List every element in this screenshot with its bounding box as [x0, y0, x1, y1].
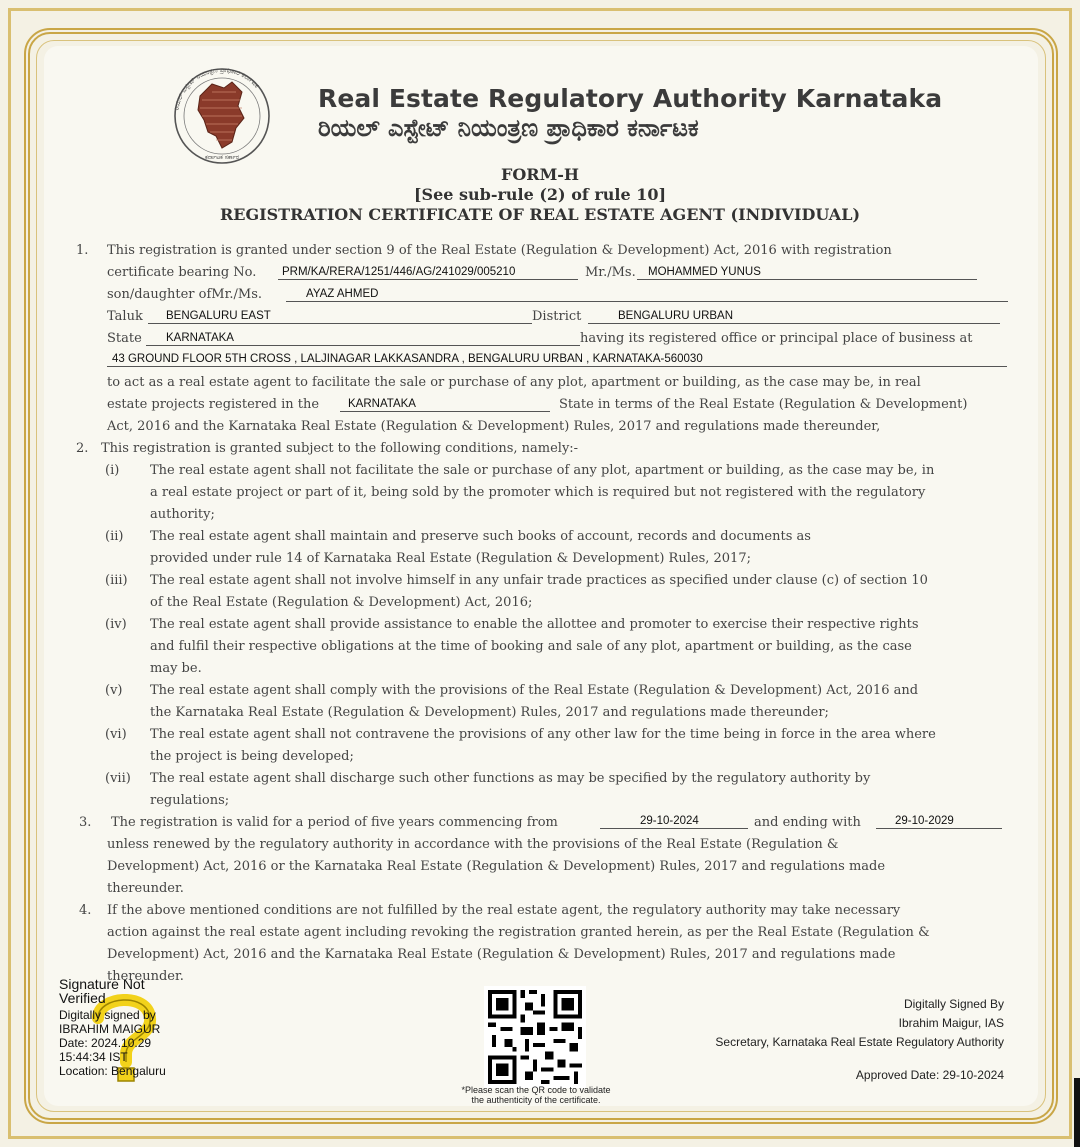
- father-underline: [286, 301, 1008, 302]
- para4-line4: thereunder.: [107, 969, 184, 984]
- agent-name-value: MOHAMMED YUNUS: [648, 266, 761, 278]
- condition-line: authority;: [150, 507, 215, 522]
- district-value: BENGALURU URBAN: [618, 310, 734, 322]
- condition-num: (i): [105, 463, 120, 478]
- end-date-value: 29-10-2029: [895, 815, 954, 827]
- condition-line: a real estate project or part of it, being sold by the promoter which is required but not registered with the regulatory: [150, 485, 926, 500]
- seal-bottom-text: ಕರ್ನಾಟಕ ಸರ್ಕಾರ: [204, 154, 240, 161]
- start-date-value: 29-10-2024: [640, 815, 699, 827]
- qr-validation-note: *Please scan the QR code to validate the authenticity of the certificate.: [461, 1085, 611, 1105]
- digital-signature-block: [59, 977, 189, 1078]
- certificate-title: REGISTRATION CERTIFICATE OF REAL ESTATE AGENT (INDIVIDUAL): [219, 205, 861, 224]
- state-value: KARNATAKA: [166, 332, 234, 344]
- para4-line3: Development) Act, 2016 and the Karnataka Real Estate (Regulation & Development) Rules, 2017 and regulations made: [107, 947, 896, 962]
- para3-line2: unless renewed by the regulatory authority in accordance with the provisions of the Real Estate (Regulation &: [107, 837, 839, 852]
- signature-date: Date: 2024.10.29 15:44:34 IST: [59, 1036, 152, 1064]
- para2-intro: This registration is granted subject to the following conditions, namely:-: [101, 441, 579, 456]
- para3-line4: thereunder.: [107, 881, 184, 896]
- approved-date: Approved Date: 29-10-2024: [855, 1068, 1004, 1082]
- end-date-underline: [876, 828, 1002, 829]
- para1-line1: This registration is granted under section 9 of the Real Estate (Regulation & Development) Act, 2016 with registration: [107, 243, 892, 258]
- name-underline: [637, 279, 977, 280]
- father-name-value: AYAZ AHMED: [306, 288, 379, 300]
- condition-num: (v): [105, 683, 123, 698]
- condition-line: The real estate agent shall not contravene the provisions of any other law for the time being in force in the area where: [150, 727, 936, 742]
- signature-location: Location: Bengaluru: [59, 1064, 166, 1078]
- state-label: State: [107, 331, 142, 346]
- district-label: District: [532, 309, 582, 324]
- condition-line: may be.: [150, 661, 202, 676]
- condition-num: (iii): [105, 573, 128, 588]
- state-underline: [146, 345, 580, 346]
- condition-line: the Karnataka Real Estate (Regulation & Development) Rules, 2017 and regulations made thereunder;: [150, 705, 829, 720]
- condition-line: of the Real Estate (Regulation & Development) Act, 2016;: [150, 595, 533, 610]
- edge-artifact: [1074, 1078, 1080, 1147]
- form-label: FORM-H: [500, 165, 580, 184]
- condition-line: The real estate agent shall not involve himself in any unfair trade practices as specified under clause (c) of section 10: [150, 573, 928, 588]
- condition-line: The real estate agent shall discharge such other functions as may be specified by the regulatory authority by: [150, 771, 871, 786]
- proj-state-underline: [340, 411, 550, 412]
- signed-by: Digitally signed by IBRAHIM MAIGUR: [59, 1008, 161, 1036]
- para1-line-act: to act as a real estate agent to facilitate the sale or purchase of any plot, apartment or building, as the case may be, in real: [107, 375, 921, 390]
- cert-no-value: PRM/KA/RERA/1251/446/AG/241029/005210: [282, 266, 516, 278]
- cert-no-label: certificate bearing No.: [107, 265, 257, 280]
- para3-line3: Development) Act, 2016 or the Karnataka Real Estate (Regulation & Development) Rules, 2017 and regulations made: [107, 859, 886, 874]
- para3-pre: The registration is valid for a period of five years commencing from: [111, 815, 558, 830]
- digitally-signed-label: Digitally Signed By: [903, 997, 1004, 1011]
- org-title-english: Real Estate Regulatory Authority Karnataka: [318, 84, 943, 113]
- para4-line1: If the above mentioned conditions are not fulfilled by the real estate agent, the regulatory authority may take necessary: [107, 903, 901, 918]
- condition-line: The real estate agent shall maintain and preserve such books of account, records and documents as: [150, 529, 811, 544]
- para3-number: 3.: [79, 815, 92, 830]
- taluk-value: BENGALURU EAST: [166, 310, 271, 322]
- taluk-underline: [148, 323, 532, 324]
- signatory-title: Secretary, Karnataka Real Estate Regulatory Authority: [715, 1035, 1004, 1049]
- para1-line-proj2: State in terms of the Real Estate (Regulation & Development): [559, 397, 968, 412]
- address-underline: [107, 366, 1007, 367]
- subrule-label: [See sub-rule (2) of rule 10]: [413, 185, 667, 204]
- para1-line-rules: Act, 2016 and the Karnataka Real Estate (Regulation & Development) Rules, 2017 and regulations made thereunder,: [107, 419, 881, 434]
- rera-karnataka-seal-icon: [152, 66, 292, 166]
- para1-line-proj: estate projects registered in the: [107, 397, 320, 412]
- condition-line: and fulfil their respective obligations at the time of booking and sale of any plot, apartment or building, as the case: [150, 639, 912, 654]
- condition-num: (iv): [105, 617, 127, 632]
- district-underline: [588, 323, 1000, 324]
- office-label: having its registered office or principal place of business at: [580, 331, 973, 346]
- mr-label: Mr./Ms.: [585, 265, 636, 280]
- taluk-label: Taluk: [107, 309, 143, 324]
- para1-number: 1.: [76, 243, 89, 258]
- address-value: 43 GROUND FLOOR 5TH CROSS , LALJINAGAR LAKKASANDRA , BENGALURU URBAN , KARNATAKA-560030: [112, 353, 703, 365]
- para3-mid: and ending with: [754, 815, 861, 830]
- signatory-name: Ibrahim Maigur, IAS: [898, 1016, 1004, 1030]
- start-date-underline: [600, 828, 748, 829]
- seal-ring-text: ರಿಯಲ್ ಎಸ್ಟೇಟ್ ನಿಯಂತ್ರಣ ಪ್ರಾಧಿಕಾರ ಕರ್ನಾಟಕ: [172, 66, 261, 111]
- org-title-kannada: ರಿಯಲ್ ಎಸ್ಟೇಟ್ ನಿಯಂತ್ರಣ ಪ್ರಾಧಿಕಾರ ಕರ್ನಾಟಕ: [318, 114, 699, 142]
- condition-line: The real estate agent shall provide assistance to enable the allottee and promoter to exercise their respective rights: [150, 617, 919, 632]
- condition-line: provided under rule 14 of Karnataka Real Estate (Regulation & Development) Rules, 2017;: [150, 551, 751, 566]
- para4-line2: action against the real estate agent including revoking the registration granted herein, as per the Real Estate (Regulation &: [107, 925, 930, 940]
- condition-line: regulations;: [150, 793, 230, 808]
- signatory-block: [715, 995, 1004, 1052]
- para2-number: 2.: [76, 441, 89, 456]
- son-label: son/daughter ofMr./Ms.: [107, 287, 263, 302]
- condition-num: (vii): [105, 771, 131, 786]
- qr-code-icon[interactable]: [484, 986, 586, 1088]
- cert-no-underline: [278, 279, 578, 280]
- signature-status: Signature Not Verified: [59, 976, 145, 1006]
- condition-line: The real estate agent shall not facilitate the sale or purchase of any plot, apartment or building, as the case may be, in: [150, 463, 935, 478]
- condition-line: The real estate agent shall comply with the provisions of the Real Estate (Regulation & Development) Act, 2016 and: [150, 683, 919, 698]
- para4-number: 4.: [79, 903, 92, 918]
- proj-state-value: KARNATAKA: [348, 398, 416, 410]
- condition-num: (vi): [105, 727, 127, 742]
- condition-num: (ii): [105, 529, 124, 544]
- condition-line: the project is being developed;: [150, 749, 354, 764]
